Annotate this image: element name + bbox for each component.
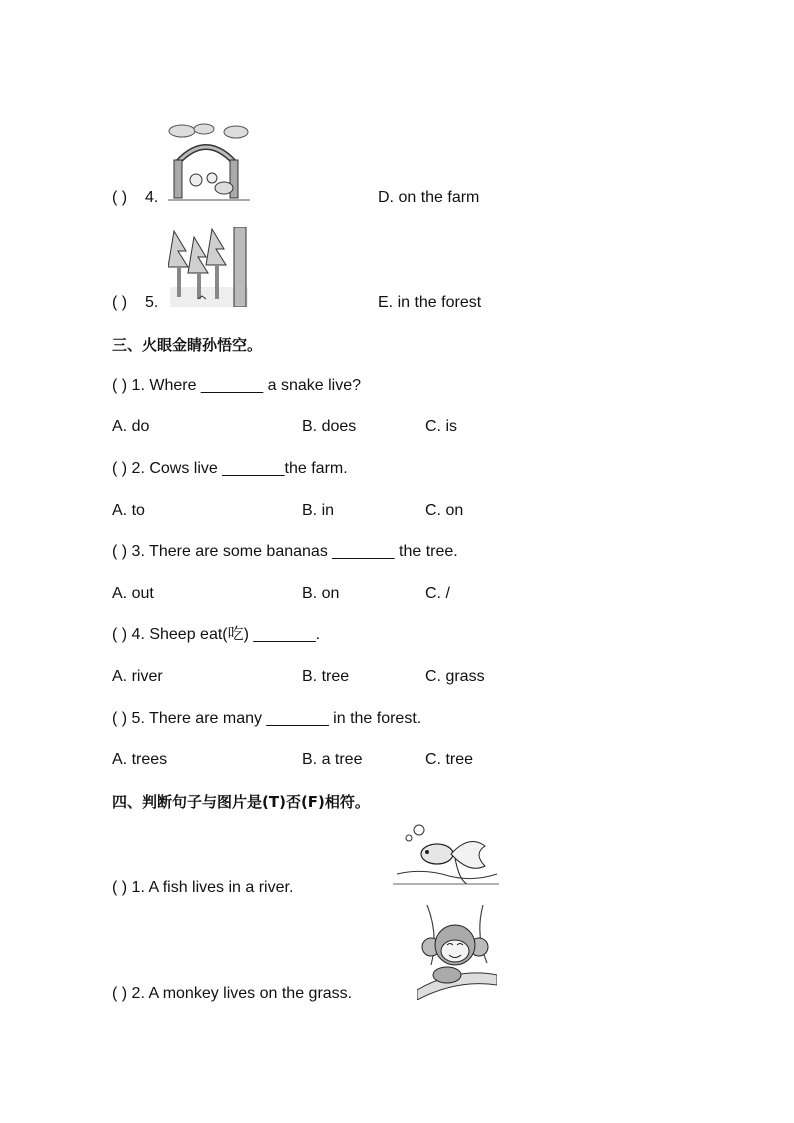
section-3-heading: 三、火眼金睛孙悟空。 — [112, 336, 263, 354]
monkey-picture — [417, 905, 497, 1000]
option-b: B. a tree — [302, 751, 363, 768]
option-a: A. trees — [112, 751, 168, 768]
fish-picture — [393, 824, 499, 892]
question-3: ( ) 3. There are some bananas _______ the tree. — [112, 543, 458, 560]
question-1: ( ) 1. Where _______ a snake live? — [112, 377, 362, 394]
option-c: C. / — [425, 585, 450, 602]
option-a: A. to — [112, 502, 145, 519]
section-4-heading: 四、判断句子与图片是(T)否(F)相符。 — [112, 793, 370, 811]
judge-item-1: ( ) 1. A fish lives in a river. — [112, 879, 294, 896]
option-b: B. in — [302, 502, 335, 519]
match-option-d: D. on the farm — [378, 189, 480, 206]
option-b: B. tree — [302, 668, 350, 685]
option-b: B. on — [302, 585, 340, 602]
option-c: C. is — [425, 418, 457, 435]
forest-picture — [168, 227, 250, 307]
question-4: ( ) 4. Sheep eat(吃) _______. — [112, 626, 321, 643]
option-a: A. out — [112, 585, 154, 602]
match-item-4-bracket[interactable]: ( ) — [112, 189, 128, 206]
option-b: B. does — [302, 418, 357, 435]
option-c: C. grass — [425, 668, 485, 685]
question-5: ( ) 5. There are many _______ in the forest. — [112, 710, 422, 727]
zoo-picture — [168, 122, 250, 204]
match-item-4-number: 4. — [145, 189, 159, 206]
match-item-5-bracket[interactable]: ( ) — [112, 294, 128, 311]
match-option-e: E. in the forest — [378, 294, 482, 311]
option-c: C. on — [425, 502, 464, 519]
judge-item-2: ( ) 2. A monkey lives on the grass. — [112, 985, 353, 1002]
option-c: C. tree — [425, 751, 474, 768]
match-item-5-number: 5. — [145, 294, 159, 311]
option-a: A. do — [112, 418, 150, 435]
question-2: ( ) 2. Cows live _______the farm. — [112, 460, 348, 477]
option-a: A. river — [112, 668, 163, 685]
